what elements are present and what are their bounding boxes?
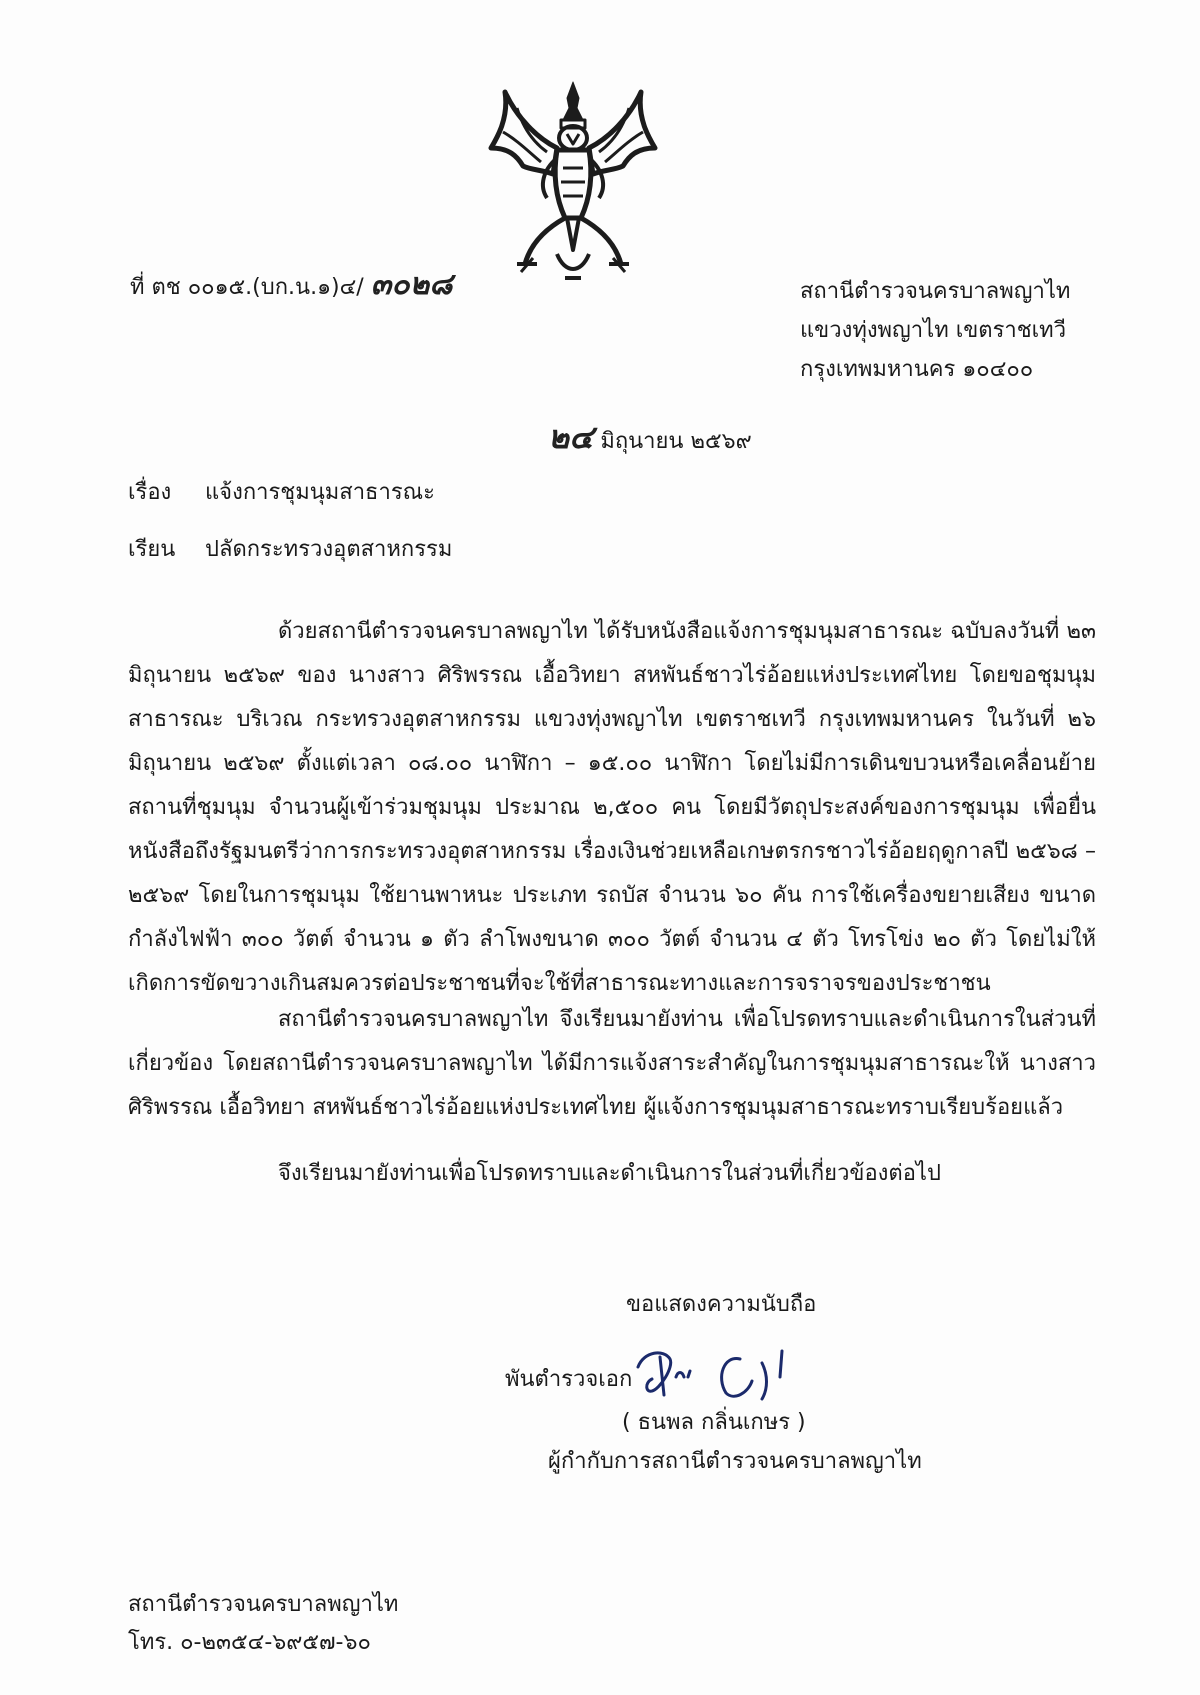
signer-name: ( ธนพล กลิ่นเกษร ) (622, 1410, 806, 1435)
date-day-handwritten: ๒๔ (548, 418, 594, 456)
subject-label: เรื่อง (128, 480, 172, 505)
closing-text: ขอแสดงความนับถือ (626, 1292, 817, 1317)
handwritten-signature-icon (630, 1337, 840, 1407)
footer-office: สถานีตำรวจนครบาลพญาไท (128, 1592, 399, 1617)
reference-number-handwritten: ๓๐๒๘ (370, 267, 453, 302)
sender-address-line-2: แขวงทุ่งพญาไท เขตราชเทวี (800, 318, 1067, 343)
footer-phone: โทร. ๐-๒๓๕๔-๖๙๕๗-๖๐ (128, 1630, 371, 1655)
garuda-emblem-icon (487, 78, 659, 288)
addressee-text: ปลัดกระทรวงอุตสาหกรรม (205, 537, 453, 562)
letter-date (548, 418, 752, 457)
signer-rank: พันตำรวจเอก (505, 1367, 633, 1392)
date-month-year: มิถุนายน ๒๕๖๙ (600, 429, 752, 454)
addressee-label: เรียน (128, 537, 176, 562)
body-paragraph-2 (128, 998, 1096, 1130)
body-paragraph-3-text: จึงเรียนมายังท่านเพื่อโปรดทราบและดำเนินการในส่วนที่เกี่ยวข้องต่อไป (278, 1161, 941, 1186)
body-paragraph-1-text: ด้วยสถานีตำรวจนครบาลพญาไท ได้รับหนังสือแจ้งการชุมนุมสาธารณะ ฉบับลงวันที่ ๒๓ มิถุนายน ๒๕๖๙ ของ นางสาว ศิริพรรณ เอื้อวิทยา สหพันธ์ชาวไร่อ้อยแห่งประเทศไทย โดยขอชุมนุมสาธารณะ บริเวณ กระทรวงอุตสาหกรรม แขวงทุ่งพญาไท เขตราชเทวี กรุงเทพมหานคร ในวันที่ ๒๖ มิถุนายน ๒๕๖๙ ตั้งแต่เวลา ๐๘.๐๐ นาฬิกา – ๑๕.๐๐ นาฬิกา โดยไม่มีการเดินขบวนหรือเคลื่อนย้ายสถานที่ชุมนุม จำนวนผู้เข้าร่วมชุมนุม ประมาณ ๒,๕๐๐ คน โดยมีวัตถุประสงค์ของการชุมนุม เพื่อยื่นหนังสือถึงรัฐมนตรีว่าการกระทรวงอุตสาหกรรม เรื่องเงินช่วยเหลือเกษตรกรชาวไร่อ้อยฤดูกาลปี ๒๕๖๘ – ๒๕๖๙ โดยในการชุมนุม ใช้ยานพาหนะ ประเภท รถบัส จำนวน ๖๐ คัน การใช้เครื่องขยายเสียง ขนาดกำลังไฟฟ้า ๓๐๐ วัตต์ จำนวน ๑ ตัว ลำโพงขนาด ๓๐๐ วัตต์ จำนวน ๔ ตัว โทรโข่ง ๒๐ ตัว โดยไม่ให้เกิดการขัดขวางเกินสมควรต่อประชาชนที่จะใช้ที่สาธารณะทางและการจราจรของประชาชน (128, 619, 1096, 996)
body-paragraph-1 (128, 610, 1096, 1006)
body-paragraph-3 (128, 1152, 1096, 1196)
sender-address-line-1: สถานีตำรวจนครบาลพญาไท (800, 279, 1071, 304)
subject-text: แจ้งการชุมนุมสาธารณะ (205, 480, 435, 505)
signer-position: ผู้กำกับการสถานีตำรวจนครบาลพญาไท (548, 1449, 922, 1474)
reference-number (130, 267, 453, 303)
body-paragraph-2-text: สถานีตำรวจนครบาลพญาไท จึงเรียนมายังท่าน เพื่อโปรดทราบและดำเนินการในส่วนที่เกี่ยวข้อง โดยสถานีตำรวจนครบาลพญาไท ได้มีการแจ้งสาระสำคัญในการชุมนุมสาธารณะให้ นางสาวศิริพรรณ เอื้อวิทยา สหพันธ์ชาวไร่อ้อยแห่งประเทศไทย ผู้แจ้งการชุมนุมสาธารณะทราบเรียบร้อยแล้ว (128, 1007, 1096, 1120)
reference-number-printed: ที่ ตช ๐๐๑๕.(บก.น.๑)๔/ (130, 275, 364, 300)
sender-address-line-3: กรุงเทพมหานคร ๑๐๔๐๐ (800, 357, 1034, 382)
